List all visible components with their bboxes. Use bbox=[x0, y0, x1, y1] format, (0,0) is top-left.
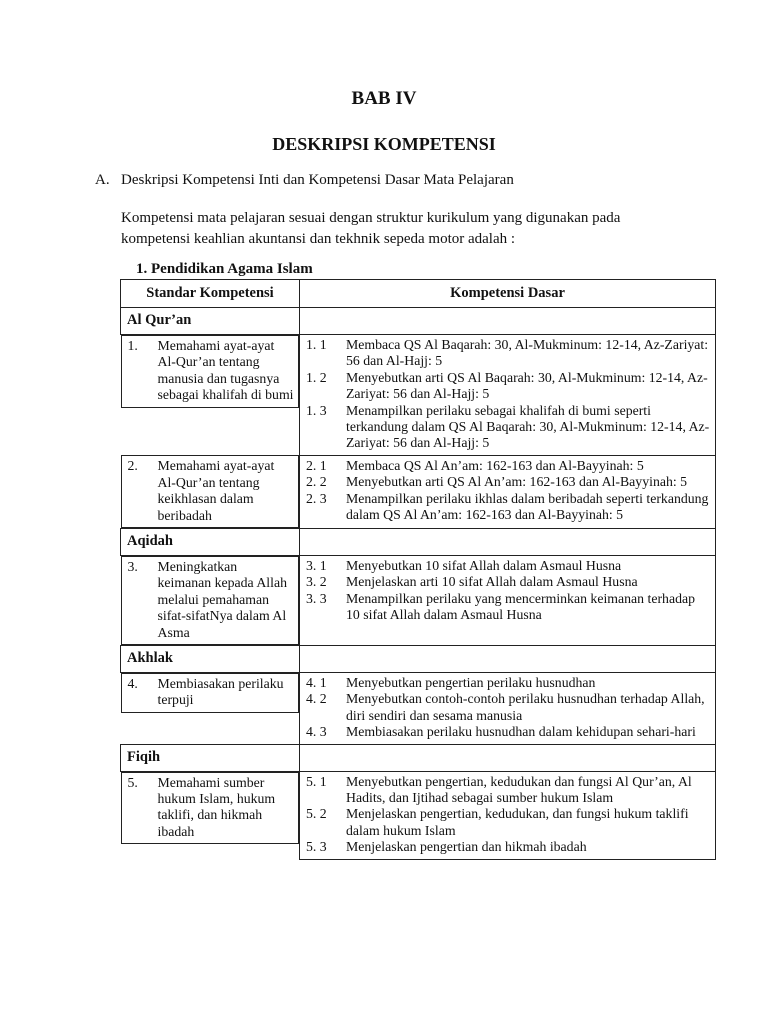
kd-text: Menjelaskan pengertian, kedudukan, dan fungsi hukum taklifi dalam hukum Islam bbox=[346, 806, 689, 838]
table-row bbox=[121, 555, 716, 645]
kompetensi-dasar-cell bbox=[300, 335, 716, 456]
kd-item bbox=[306, 491, 711, 524]
kd-item bbox=[306, 774, 711, 807]
sk-number: 3. bbox=[127, 558, 138, 574]
sk-number: 1. bbox=[127, 338, 138, 353]
kd-text: Menampilkan perilaku sebagai khalifah di bumi seperti terkandung dalam QS Al Baqarah: 30, Al-Mukminum: 12-14, Az-Zariyat: 56 dan Al-Hajj: 5 bbox=[346, 402, 710, 451]
standar-kompetensi-cell bbox=[121, 673, 300, 713]
category-row bbox=[121, 308, 716, 335]
kd-item bbox=[306, 724, 711, 740]
section-title: Deskripsi Kompetensi Inti dan Kompetensi Dasar Mata Pelajaran bbox=[121, 172, 514, 188]
kd-text: Menjelaskan pengertian dan hikmah ibadah bbox=[346, 839, 587, 855]
kd-text: Menampilkan perilaku yang mencerminkan keimanan terhadap 10 sifat Allah dalam Asmaul Husna bbox=[346, 590, 696, 623]
kd-item bbox=[306, 675, 711, 691]
table-row bbox=[121, 771, 716, 859]
kd-number: 5. 3 bbox=[306, 839, 327, 855]
table-row bbox=[121, 673, 716, 745]
table-row bbox=[121, 455, 716, 528]
category-row bbox=[121, 646, 716, 673]
sk-text: Memahami ayat-ayat Al-Qur’an tentang keikhlasan dalam beribadah bbox=[157, 458, 275, 523]
kd-text: Menyebutkan arti QS Al An’am: 162-163 dan Al-Bayyinah: 5 bbox=[346, 474, 688, 490]
kd-number: 4. 2 bbox=[306, 691, 327, 707]
column-header-kompetensi-dasar: Kompetensi Dasar bbox=[300, 280, 716, 308]
kd-number: 3. 2 bbox=[306, 574, 327, 590]
subject-heading: 1. Pendidikan Agama Islam bbox=[136, 261, 313, 277]
sk-number: 4. bbox=[127, 676, 138, 691]
kd-number: 5. 1 bbox=[306, 773, 327, 789]
kd-item bbox=[306, 370, 711, 403]
category-row bbox=[121, 528, 716, 555]
category-row bbox=[121, 744, 716, 771]
sk-number: 5. bbox=[127, 774, 138, 790]
kd-number: 5. 2 bbox=[306, 806, 327, 822]
kd-number: 4. 1 bbox=[306, 675, 327, 690]
standar-kompetensi-cell bbox=[121, 335, 300, 408]
kd-text: Menyebutkan contoh-contoh perilaku husnudhan terhadap Allah, diri sendiri dan sesama manusia bbox=[346, 691, 705, 723]
table-header-row bbox=[121, 280, 716, 308]
table-body bbox=[121, 308, 716, 860]
kd-text: Membaca QS Al An’am: 162-163 dan Al-Bayyinah: 5 bbox=[346, 457, 644, 473]
kd-text: Menampilkan perilaku ikhlas dalam beribadah seperti terkandung dalam QS Al An’am: 162-163 dan Al-Bayyinah: 5 bbox=[346, 490, 709, 523]
chapter-title: BAB IV bbox=[351, 88, 417, 109]
kd-item bbox=[306, 337, 711, 370]
kd-number: 4. 3 bbox=[306, 724, 327, 740]
category-empty-cell bbox=[300, 744, 716, 771]
kd-item bbox=[306, 458, 711, 474]
kd-item bbox=[306, 558, 711, 574]
kd-number: 2. 3 bbox=[306, 490, 327, 506]
kd-number: 3. 1 bbox=[306, 557, 327, 573]
table-row bbox=[121, 335, 716, 456]
sk-number: 2. bbox=[127, 458, 138, 474]
kd-text: Membaca QS Al Baqarah: 30, Al-Mukminum: 12-14, Az-Zariyat: 56 dan Al-Hajj: 5 bbox=[346, 337, 709, 369]
kd-item bbox=[306, 839, 711, 855]
kd-item bbox=[306, 691, 711, 724]
kd-text: Menyebutkan pengertian, kedudukan dan fungsi Al Qur’an, Al Hadits, dan Ijtihad sebagai sumber hukum Islam bbox=[346, 773, 692, 806]
kd-text: Membiasakan perilaku husnudhan dalam kehidupan sehari-hari bbox=[346, 724, 696, 740]
kd-item bbox=[306, 574, 711, 590]
standar-kompetensi-cell bbox=[121, 455, 300, 528]
category-label: Al Qur’an bbox=[121, 308, 300, 335]
category-empty-cell bbox=[300, 646, 716, 673]
kompetensi-dasar-cell bbox=[300, 771, 716, 859]
section-heading bbox=[95, 172, 514, 189]
kd-text: Menyebutkan arti QS Al Baqarah: 30, Al-Mukminum: 12-14, Az-Zariyat: 56 dan Al-Hajj: 5 bbox=[346, 369, 708, 402]
kd-number: 3. 3 bbox=[306, 590, 327, 606]
sk-text: Memahami ayat-ayat Al-Qur’an tentang manusia dan tugasnya sebagai khalifah di bumi bbox=[157, 338, 294, 403]
sk-text: Memahami sumber hukum Islam, hukum taklifi, dan hikmah ibadah bbox=[157, 774, 276, 839]
kd-number: 1. 1 bbox=[306, 337, 327, 352]
kompetensi-dasar-cell bbox=[300, 555, 716, 645]
kd-item bbox=[306, 806, 711, 839]
intro-paragraph: Kompetensi mata pelajaran sesuai dengan struktur kurikulum yang digunakan pada kompetensi keahlian akuntansi dan tekhnik sepeda motor adalah : bbox=[121, 210, 621, 247]
section-label: A. bbox=[95, 172, 110, 188]
category-empty-cell bbox=[300, 528, 716, 555]
kd-text: Menjelaskan arti 10 sifat Allah dalam Asmaul Husna bbox=[346, 574, 638, 590]
chapter-heading: DESKRIPSI KOMPETENSI bbox=[272, 134, 496, 154]
kd-number: 2. 1 bbox=[306, 457, 327, 473]
kd-number: 1. 3 bbox=[306, 402, 327, 418]
kd-item bbox=[306, 474, 711, 490]
kompetensi-dasar-cell bbox=[300, 455, 716, 528]
column-header-standar: Standar Kompetensi bbox=[121, 280, 300, 308]
kompetensi-dasar-cell bbox=[300, 673, 716, 745]
standar-kompetensi-cell bbox=[121, 556, 300, 645]
kd-item bbox=[306, 403, 711, 452]
kd-item bbox=[306, 591, 711, 624]
kd-number: 2. 2 bbox=[306, 474, 327, 490]
kd-text: Menyebutkan 10 sifat Allah dalam Asmaul Husna bbox=[346, 557, 622, 573]
category-label: Aqidah bbox=[121, 528, 300, 555]
competency-table bbox=[120, 279, 716, 860]
sk-text: Meningkatkan keimanan kepada Allah melalui pemahaman sifat-sifatNya dalam Al Asma bbox=[157, 558, 287, 640]
sk-text: Membiasakan perilaku terpuji bbox=[157, 676, 284, 708]
standar-kompetensi-cell bbox=[121, 772, 300, 845]
category-label: Akhlak bbox=[121, 646, 300, 673]
category-empty-cell bbox=[300, 308, 716, 335]
category-label: Fiqih bbox=[121, 744, 300, 771]
kd-number: 1. 2 bbox=[306, 369, 327, 385]
kd-text: Menyebutkan pengertian perilaku husnudhan bbox=[346, 675, 596, 690]
